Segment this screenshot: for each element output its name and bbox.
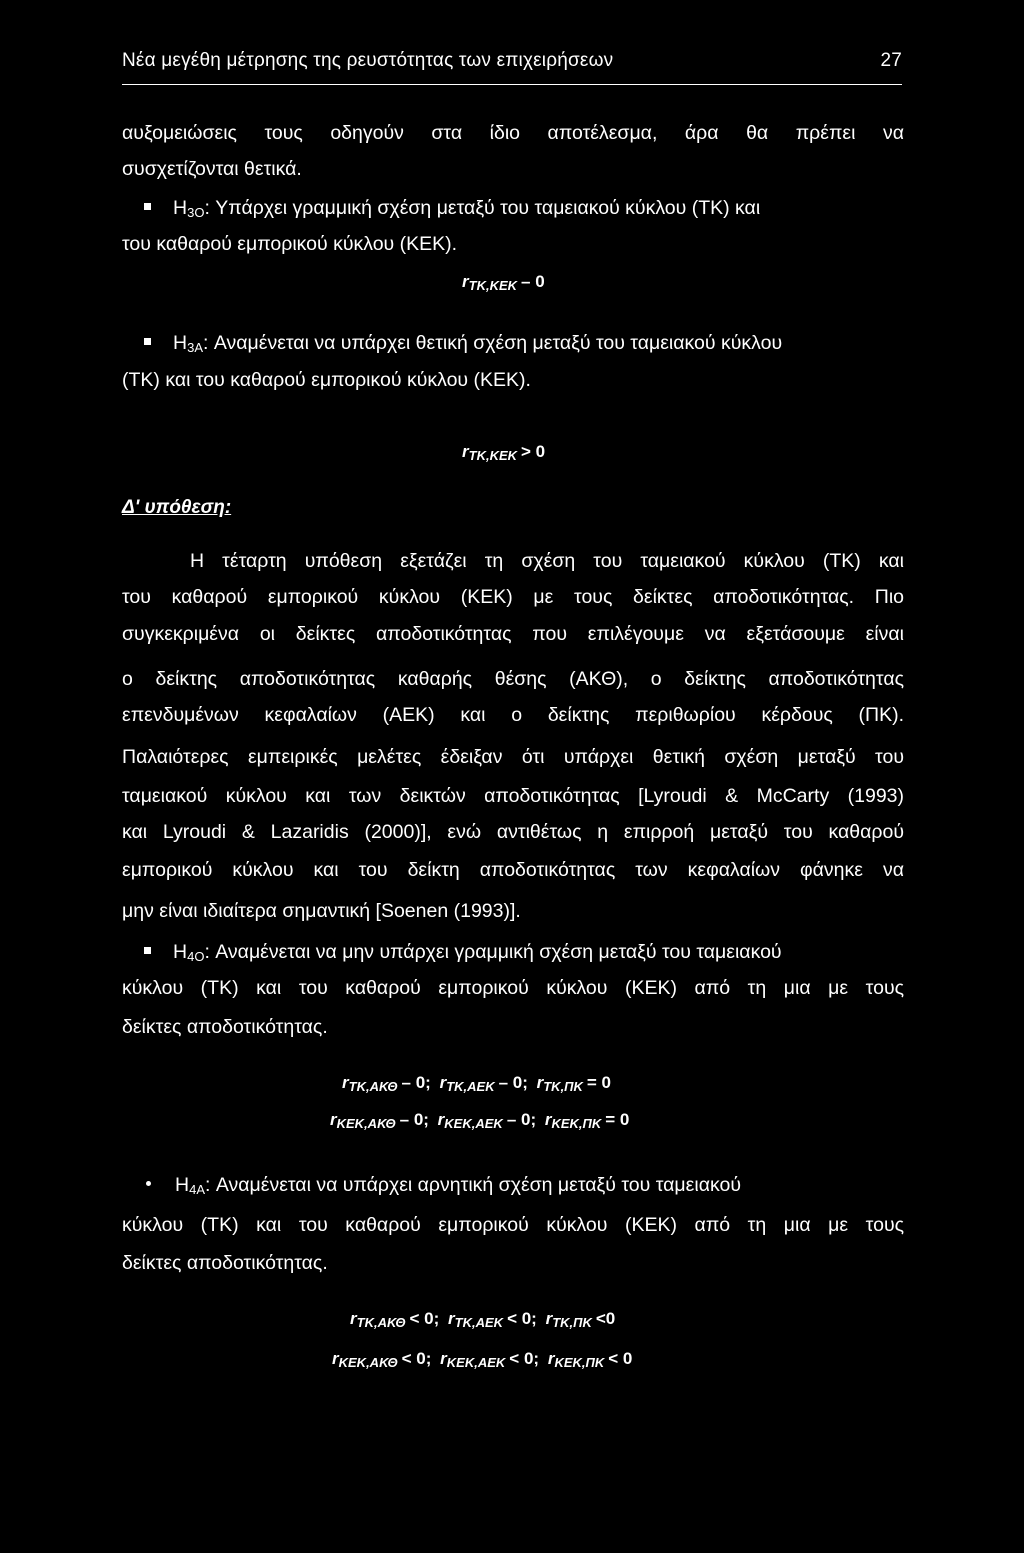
text-line: δείκτες αποδοτικότητας. bbox=[122, 1252, 328, 1274]
formula-symbol: r bbox=[342, 1073, 349, 1092]
formula-subscript: ΤΚ,ΠΚ bbox=[552, 1315, 592, 1330]
text-line: (ΤΚ) και του καθαρού εμπορικού κύκλου (ΚΕΚ). bbox=[122, 369, 531, 391]
text-line: κύκλου (ΤΚ) και του καθαρού εμπορικού κύκλου (ΚΕΚ) από τη μια με τους bbox=[122, 1214, 904, 1236]
formula-symbol: r bbox=[332, 1349, 339, 1368]
formula-relation: < 0; bbox=[507, 1309, 537, 1328]
formula-subscript: ΤΚ,ΑΕΚ bbox=[446, 1079, 495, 1094]
section-heading: Δ' υπόθεση: bbox=[122, 497, 232, 518]
formula-relation: < 0 bbox=[608, 1349, 633, 1368]
text-line: εμπορικού κύκλου και του δείκτη αποδοτικότητας των κεφαλαίων φάνηκε να bbox=[122, 859, 904, 881]
text-line: συσχετίζονται θετικά. bbox=[122, 158, 302, 180]
hypothesis-h4a-line bbox=[122, 1173, 904, 1202]
formula-symbol: r bbox=[545, 1309, 553, 1328]
formula-subscript: ΚΕΚ,ΑΕΚ bbox=[446, 1355, 506, 1370]
formula-subscript: ΤΚ,ΚΕΚ bbox=[468, 448, 518, 463]
hypothesis-code: H bbox=[173, 941, 188, 963]
page-number: 27 bbox=[880, 50, 902, 71]
hypothesis-code-sub: 4O bbox=[187, 949, 205, 964]
formula-h4o-tk bbox=[342, 1073, 615, 1094]
hypothesis-h4o-line bbox=[122, 940, 904, 969]
formula-h4a-tk bbox=[350, 1309, 619, 1330]
text-line: αυξομειώσεις τους οδηγούν στα ίδιο αποτέλεσμα, άρα θα πρέπει να bbox=[122, 122, 904, 144]
formula-symbol: r bbox=[439, 1073, 447, 1092]
text-line: μην είναι ιδιαίτερα σημαντική [Soenen (1993)]. bbox=[122, 900, 521, 922]
hypothesis-h3a-line bbox=[122, 331, 904, 360]
text-line: ταμειακού κύκλου και των δεικτών αποδοτικότητας [Lyroudi & McCarty (1993) bbox=[122, 785, 904, 807]
formula-subscript: ΚΕΚ,ΑΚΘ bbox=[338, 1355, 398, 1370]
square-bullet-icon bbox=[144, 947, 151, 954]
header-rule bbox=[122, 84, 902, 85]
hypothesis-text: : Αναμένεται να υπάρχει αρνητική σχέση μεταξύ του ταμειακού bbox=[205, 1174, 741, 1196]
running-header bbox=[122, 50, 902, 80]
running-title: Νέα μεγέθη μέτρησης της ρευστότητας των επιχειρήσεων bbox=[122, 50, 614, 71]
formula-h4o-kek bbox=[330, 1110, 633, 1131]
square-bullet-icon bbox=[144, 338, 151, 345]
dot-bullet-icon bbox=[146, 1181, 151, 1186]
formula-symbol: r bbox=[350, 1309, 357, 1328]
formula-subscript: ΤΚ,ΚΕΚ bbox=[468, 278, 518, 293]
text-line: δείκτες αποδοτικότητας. bbox=[122, 1016, 328, 1038]
text-line: επενδυμένων κεφαλαίων (ΑΕΚ) και ο δείκτης περιθωρίου κέρδους (ΠΚ). bbox=[122, 704, 904, 726]
formula-relation: < 0; bbox=[409, 1309, 440, 1328]
formula-subscript: ΚΕΚ,ΠΚ bbox=[554, 1355, 605, 1370]
formula-relation: – 0 bbox=[521, 272, 545, 291]
formula-subscript: ΤΚ,ΑΚΘ bbox=[348, 1079, 398, 1094]
formula-symbol: r bbox=[437, 1110, 445, 1129]
hypothesis-text: : Αναμένεται να μην υπάρχει γραμμική σχέση μεταξύ του ταμειακού bbox=[204, 941, 782, 963]
formula-symbol: r bbox=[462, 442, 469, 461]
hypothesis-h3o-line bbox=[122, 196, 904, 225]
formula-subscript: ΚΕΚ,ΑΚΘ bbox=[336, 1116, 396, 1131]
formula-relation: = 0 bbox=[605, 1110, 630, 1129]
formula-symbol: r bbox=[544, 1110, 552, 1129]
text-line: Η τέταρτη υπόθεση εξετάζει τη σχέση του ταμειακού κύκλου (ΤΚ) και bbox=[190, 550, 904, 572]
hypothesis-code: H bbox=[175, 1174, 190, 1196]
formula-relation: – 0; bbox=[506, 1110, 537, 1129]
hypothesis-text: : Αναμένεται να υπάρχει θετική σχέση μεταξύ του ταμειακού κύκλου bbox=[203, 332, 783, 354]
hypothesis-code-sub: 3A bbox=[187, 340, 203, 355]
text-line: Παλαιότερες εμπειρικές μελέτες έδειξαν ότι υπάρχει θετική σχέση μεταξύ του bbox=[122, 746, 904, 768]
formula-h4a-kek bbox=[332, 1349, 636, 1370]
formula-symbol: r bbox=[462, 272, 469, 291]
text-line: και Lyroudi & Lazaridis (2000)], ενώ αντιθέτως η επιρροή μεταξύ του καθαρού bbox=[122, 821, 904, 843]
formula-symbol: r bbox=[330, 1110, 337, 1129]
formula-h3a bbox=[462, 442, 549, 463]
formula-subscript: ΤΚ,ΑΕΚ bbox=[454, 1315, 504, 1330]
formula-relation: < 0; bbox=[401, 1349, 432, 1368]
formula-h3o bbox=[462, 272, 549, 293]
formula-relation: – 0; bbox=[498, 1073, 528, 1092]
text-line: ο δείκτης αποδοτικότητας καθαρής θέσης (ΑΚΘ), ο δείκτης αποδοτικότητας bbox=[122, 668, 904, 690]
formula-relation: < 0; bbox=[509, 1349, 540, 1368]
formula-symbol: r bbox=[440, 1349, 447, 1368]
formula-symbol: r bbox=[547, 1349, 555, 1368]
hypothesis-code-sub: 3O bbox=[187, 205, 205, 220]
formula-relation: = 0 bbox=[586, 1073, 612, 1092]
hypothesis-code: H bbox=[173, 332, 188, 354]
hypothesis-code: H bbox=[173, 197, 188, 219]
hypothesis-text: : Υπάρχει γραμμική σχέση μεταξύ του ταμειακού κύκλου (ΤΚ) και bbox=[204, 197, 761, 219]
text-line: του καθαρού εμπορικού κύκλου (ΚΕΚ) με τους δείκτες αποδοτικότητας. Πιο bbox=[122, 586, 904, 608]
text-line: συγκεκριμένα οι δείκτες αποδοτικότητας που επιλέγουμε να εξετάσουμε είναι bbox=[122, 623, 904, 645]
formula-subscript: ΚΕΚ,ΑΕΚ bbox=[444, 1116, 503, 1131]
formula-symbol: r bbox=[448, 1309, 455, 1328]
hypothesis-code-sub: 4A bbox=[189, 1182, 205, 1197]
formula-relation: > 0 bbox=[521, 442, 546, 461]
formula-subscript: ΚΕΚ,ΠΚ bbox=[551, 1116, 602, 1131]
formula-subscript: ΤΚ,ΑΚΘ bbox=[356, 1315, 406, 1330]
formula-relation: – 0; bbox=[401, 1073, 431, 1092]
text-line: κύκλου (ΤΚ) και του καθαρού εμπορικού κύκλου (ΚΕΚ) από τη μια με τους bbox=[122, 977, 904, 999]
formula-symbol: r bbox=[536, 1073, 544, 1092]
square-bullet-icon bbox=[144, 203, 151, 210]
formula-subscript: ΤΚ,ΠΚ bbox=[543, 1079, 583, 1094]
formula-relation: – 0; bbox=[399, 1110, 429, 1129]
text-line: του καθαρού εμπορικού κύκλου (ΚΕΚ). bbox=[122, 233, 458, 255]
formula-relation: <0 bbox=[595, 1309, 616, 1328]
